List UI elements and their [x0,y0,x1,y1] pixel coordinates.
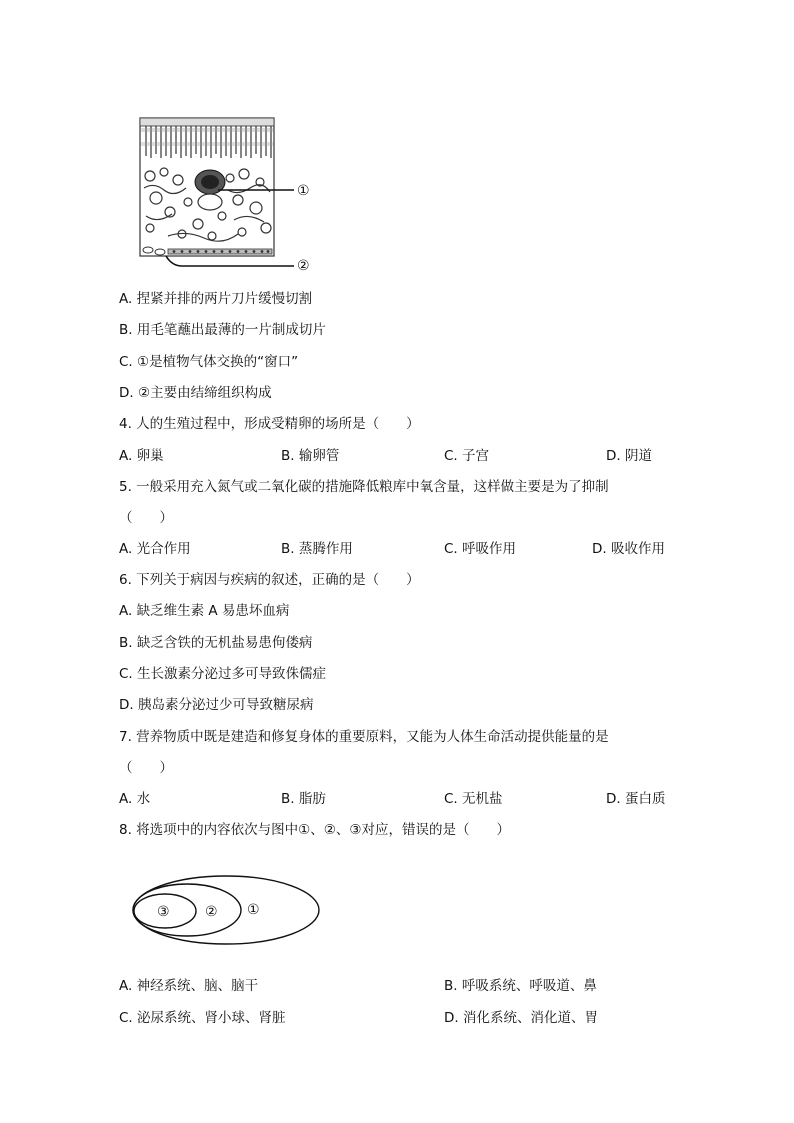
q7-stem-cont: （ ） [119,760,173,776]
leaf-cross-section-drawing [138,116,318,274]
q4-option-d[interactable]: D. 阴道 [606,448,652,464]
nested-ellipses [126,866,326,946]
figure-label-1: ① [297,183,310,199]
q7-option-a[interactable]: A. 水 [119,791,151,807]
q5-stem: 5. 一般采用充入氮气或二氧化碳的措施降低粮库中氧含量，这样做主要是为了抑制 [119,479,609,495]
diagram-label-3: ③ [157,904,170,920]
q5-option-d[interactable]: D. 吸收作用 [592,541,665,557]
q8-option-b[interactable]: B. 呼吸系统、呼吸道、鼻 [444,978,597,994]
q4-option-a[interactable]: A. 卵巢 [119,448,164,464]
q5-option-b[interactable]: B. 蒸腾作用 [281,541,353,557]
q3-option-a[interactable]: A. 捏紧并排的两片刀片缓慢切割 [119,291,313,307]
diagram-label-1: ① [247,902,260,918]
q8-option-c[interactable]: C. 泌尿系统、肾小球、肾脏 [119,1010,286,1026]
q4-option-c[interactable]: C. 子宫 [444,448,490,464]
q7-option-b[interactable]: B. 脂肪 [281,791,326,807]
q8-stem: 8. 将选项中的内容依次与图中①、②、③对应，错误的是（ ） [119,822,510,838]
q5-option-c[interactable]: C. 呼吸作用 [444,541,517,557]
q6-option-a[interactable]: A. 缺乏维生素 A 易患坏血病 [119,603,290,619]
q3-option-d[interactable]: D. ②主要由结缔组织构成 [119,385,272,401]
q7-option-c[interactable]: C. 无机盐 [444,791,503,807]
leaf-cross-section-figure [138,116,318,274]
ellipse-middle [133,884,241,936]
figure-label-2: ② [297,258,310,274]
q6-stem: 6. 下列关于病因与疾病的叙述，正确的是（ ） [119,572,420,588]
q4-option-b[interactable]: B. 输卵管 [281,448,340,464]
q6-option-b[interactable]: B. 缺乏含铁的无机盐易患佝偻病 [119,635,313,651]
q5-option-a[interactable]: A. 光合作用 [119,541,191,557]
q8-option-a[interactable]: A. 神经系统、脑、脑干 [119,978,259,994]
q3-option-c[interactable]: C. ①是植物气体交换的“窗口” [119,354,299,370]
q7-stem: 7. 营养物质中既是建造和修复身体的重要原料，又能为人体生命活动提供能量的是 [119,729,609,745]
q6-option-c[interactable]: C. 生长激素分泌过多可导致侏儒症 [119,666,327,682]
q5-stem-cont: （ ） [119,510,173,526]
nested-ellipse-diagram [126,866,326,946]
q3-option-b[interactable]: B. 用毛笔蘸出最薄的一片制成切片 [119,322,326,338]
q4-stem: 4. 人的生殖过程中，形成受精卵的场所是（ ） [119,416,420,432]
q7-option-d[interactable]: D. 蛋白质 [606,791,666,807]
diagram-label-2: ② [205,904,218,920]
q8-option-d[interactable]: D. 消化系统、消化道、胃 [444,1010,598,1026]
q6-option-d[interactable]: D. 胰岛素分泌过少可导致糖尿病 [119,697,314,713]
